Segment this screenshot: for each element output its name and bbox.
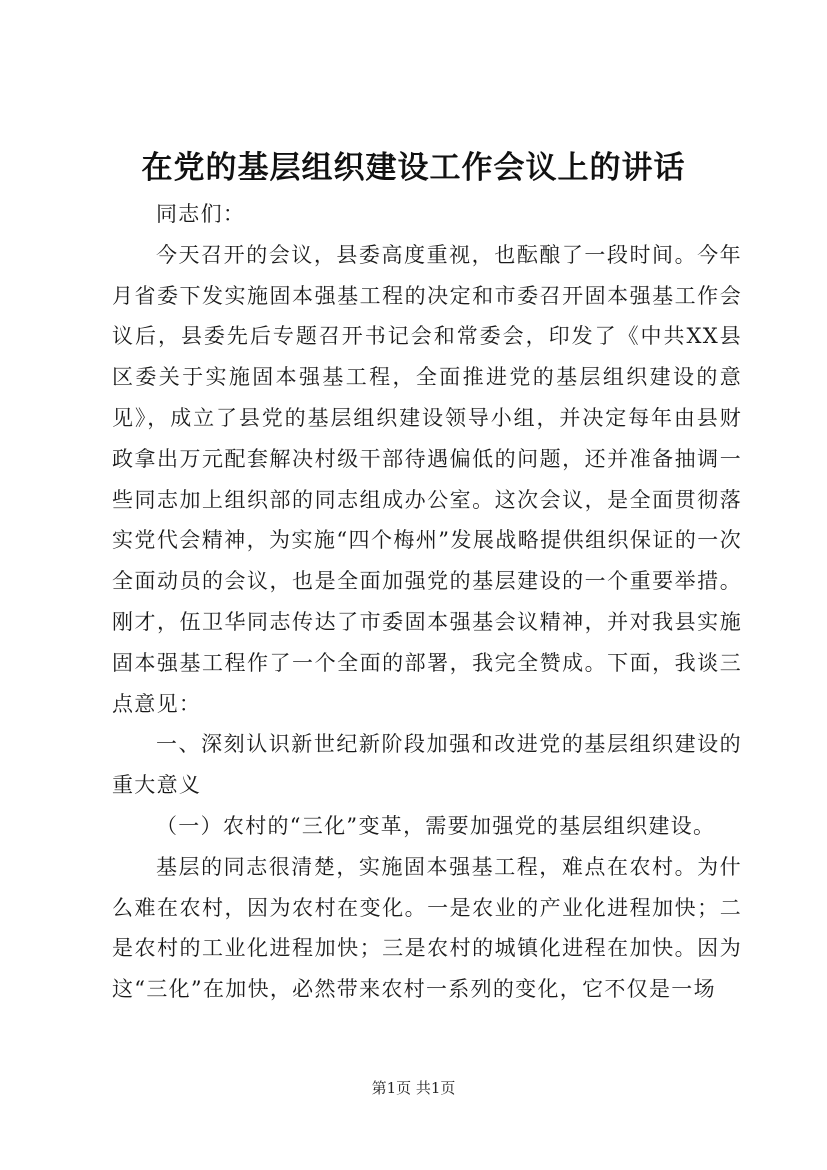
document-body bbox=[112, 194, 742, 1010]
subsection-heading-1: （一）农村的“三化”变革，需要加强党的基层组织建设。 bbox=[156, 813, 716, 838]
document-title: 在党的基层组织建设工作会议上的讲话 bbox=[141, 150, 686, 186]
paragraph-opening: 今天召开的会议，县委高度重视，也酝酿了一段时间。今年月省委下发实施固本强基工程的决定和市委召开固本强基工作会议后，县委先后专题召开书记会和常委会，印发了《中共XX县区委关于实施固本强基工程，全面推进党的基层组织建设的意见》，成立了县党的基层组织建设领导小组，并决定每年由县财政拿出万元配套解决村级干部待遇偏低的问题，还并准备抽调一些同志加上组织部的同志组成办公室。这次会议，是全面贯彻落实党代会精神，为实施“四个梅州”发展战略提供组织保证的一次全面动员的会议，也是全面加强党的基层建设的一个重要举措。刚才，伍卫华同志传达了市委固本强基会议精神，并对我县实施固本强基工程作了一个全面的部署，我完全赞成。下面，我谈三点意见： bbox=[112, 242, 742, 716]
page-footer: 第1页 共1页 bbox=[371, 1079, 456, 1097]
paragraph-rural-change: 基层的同志很清楚，实施固本强基工程，难点在农村。为什么难在农村，因为农村在变化。一是农业的产业化进程加快；二是农村的工业化进程加快；三是农村的城镇化进程在加快。因为这“三化”在加快，必然带来农村一系列的变化，它不仅是一场 bbox=[112, 854, 742, 1002]
salutation: 同志们： bbox=[156, 202, 246, 226]
section-heading-1: 一、深刻认识新世纪新阶段加强和改进党的基层组织建设的重大意义 bbox=[112, 732, 742, 798]
